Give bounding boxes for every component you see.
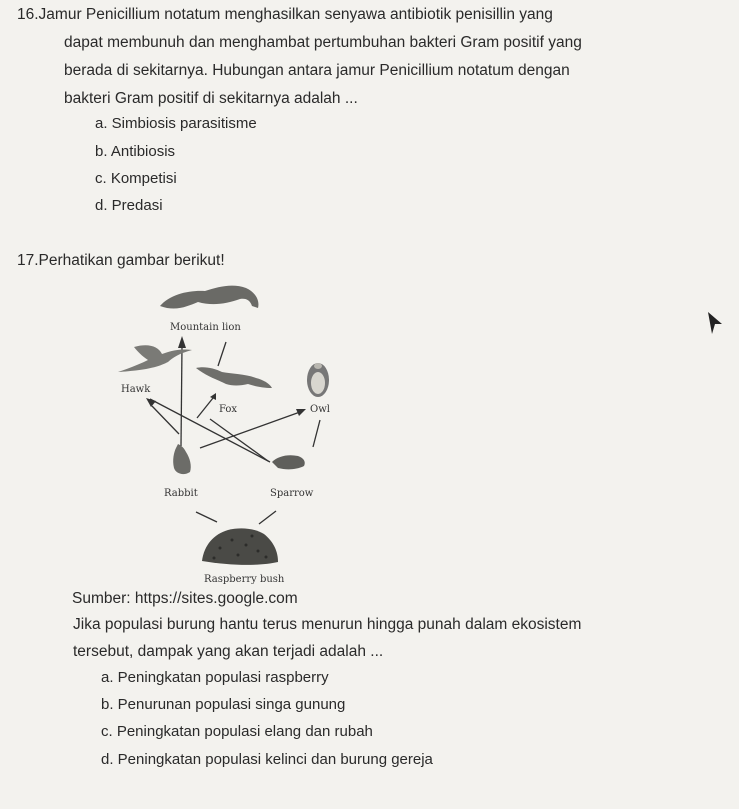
arrow-bush-to-sparrow bbox=[259, 511, 276, 524]
q16-option-b[interactable]: b. Antibiosis bbox=[95, 143, 176, 160]
arrow-sparrow-to-hawk bbox=[150, 399, 270, 462]
cursor-icon bbox=[708, 312, 722, 334]
arrowhead-owl bbox=[296, 409, 306, 416]
label-sparrow: Sparrow bbox=[270, 488, 314, 499]
mountain-lion-icon bbox=[160, 286, 258, 309]
q16-line-3: berada di sekitarnya. Hubungan antara jamur Penicillium notatum dengan bbox=[64, 62, 570, 79]
q17-line-1: Jika populasi burung hantu terus menurun hingga punah dalam ekosistem bbox=[73, 616, 582, 633]
q17-option-c[interactable]: c. Peningkatan populasi elang dan rubah bbox=[101, 723, 373, 740]
q17-option-a[interactable]: a. Peningkatan populasi raspberry bbox=[101, 669, 329, 686]
owl-icon bbox=[307, 363, 329, 397]
arrowhead-lion bbox=[178, 336, 186, 348]
raspberry-bush-icon bbox=[202, 528, 278, 565]
q16-option-a[interactable]: a. Simbiosis parasitisme bbox=[95, 115, 257, 132]
q17-intro: 17.Perhatikan gambar berikut! bbox=[17, 252, 225, 269]
q16-line-1: 16.Jamur Penicillium notatum menghasilkan senyawa antibiotik penisillin yang bbox=[17, 6, 553, 23]
arrow-sparrow-to-fox bbox=[210, 419, 268, 461]
q16-option-d[interactable]: d. Predasi bbox=[95, 197, 163, 214]
sparrow-icon bbox=[272, 455, 305, 469]
q16-line-4: bakteri Gram positif di sekitarnya adalah ... bbox=[64, 90, 358, 107]
q16-line-2: dapat membunuh dan menghambat pertumbuhan bakteri Gram positif yang bbox=[64, 34, 582, 51]
arrow-rabbit-to-hawk bbox=[152, 406, 179, 434]
arrow-rabbit-to-lion bbox=[181, 346, 182, 446]
hawk-icon bbox=[118, 345, 192, 372]
q16-option-c[interactable]: c. Kompetisi bbox=[95, 170, 177, 187]
label-mountain-lion: Mountain lion bbox=[170, 322, 241, 333]
label-hawk: Hawk bbox=[121, 384, 151, 395]
label-rabbit: Rabbit bbox=[164, 488, 198, 499]
arrow-fox-to-lion bbox=[218, 342, 226, 366]
arrow-rabbit-to-owl bbox=[200, 412, 300, 448]
arrow-rabbit-to-fox bbox=[197, 398, 213, 418]
q17-line-2: tersebut, dampak yang akan terjadi adalah ... bbox=[73, 643, 384, 660]
q17-option-b[interactable]: b. Penurunan populasi singa gunung bbox=[101, 696, 346, 713]
rabbit-icon bbox=[173, 444, 191, 474]
fox-icon bbox=[196, 367, 272, 388]
label-owl: Owl bbox=[310, 404, 330, 415]
label-fox: Fox bbox=[219, 404, 238, 415]
arrow-sparrow-to-owl bbox=[313, 420, 320, 447]
label-raspberry-bush: Raspberry bush bbox=[204, 574, 285, 585]
q17-source: Sumber: https://sites.google.com bbox=[72, 590, 298, 607]
q17-option-d[interactable]: d. Peningkatan populasi kelinci dan burung gereja bbox=[101, 751, 433, 768]
arrow-bush-to-rabbit bbox=[196, 512, 217, 522]
